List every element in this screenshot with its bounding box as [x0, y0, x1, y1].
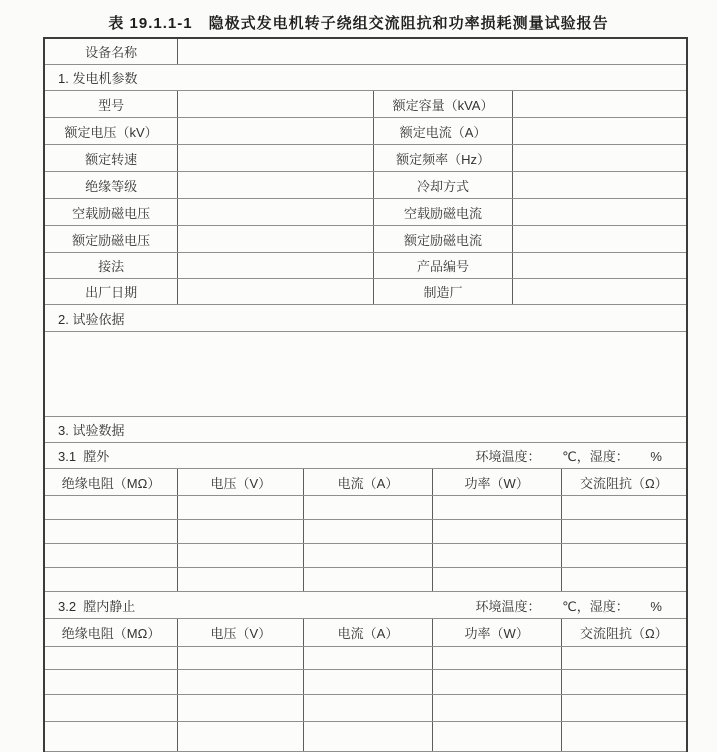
- data-cell: [45, 544, 177, 567]
- param-value: [177, 199, 373, 225]
- data-cell: [561, 496, 686, 519]
- section2-heading: 2. 试验依据: [58, 311, 125, 327]
- data-cell: [45, 647, 177, 669]
- param-value: [512, 145, 686, 171]
- data-cell: [303, 544, 431, 567]
- data-row: [45, 670, 686, 695]
- param-label: 空载励磁电压: [72, 205, 151, 221]
- header-cell: 功率（W）: [432, 469, 561, 495]
- subsection-32-label: 3.2 膛内静止: [58, 598, 136, 614]
- section2-heading-row: [45, 305, 686, 332]
- header-cell: 电压（V）: [177, 469, 303, 495]
- param-value: [177, 226, 373, 252]
- param-value: [177, 172, 373, 198]
- data-cell: [561, 722, 686, 751]
- param-value: [512, 118, 686, 144]
- data-row: [45, 568, 686, 592]
- param-value: [177, 118, 373, 144]
- data-cell: [45, 670, 177, 694]
- device-name-value: [177, 39, 686, 64]
- section1-heading-row: [45, 65, 686, 91]
- param-value: [177, 279, 373, 304]
- data-cell: [561, 520, 686, 543]
- param-row: [45, 279, 686, 305]
- data-cell: [432, 647, 561, 669]
- section3-heading-row: [45, 417, 686, 443]
- param-row: [45, 91, 686, 118]
- param-value: [512, 279, 686, 304]
- param-row: [45, 226, 686, 253]
- param-value: [512, 91, 686, 117]
- report-title: 表 19.1.1-1 隐极式发电机转子绕组交流阻抗和功率损耗测量试验报告: [108, 15, 609, 32]
- header-cell: 电流（A）: [303, 619, 431, 646]
- data-cell: [177, 544, 303, 567]
- section3-heading: 3. 试验数据: [58, 423, 125, 438]
- header-cell: 功率（W）: [432, 619, 561, 646]
- subsection-31-label: 3.1 膛外: [58, 449, 110, 464]
- param-label: 额定电压（kV）: [64, 124, 158, 140]
- param-row: [45, 118, 686, 145]
- data-row: [45, 520, 686, 544]
- subsection-31-row: [45, 443, 686, 469]
- data-cell: [303, 496, 431, 519]
- param-label: 绝缘等级: [85, 178, 138, 194]
- data-cell: [45, 695, 177, 721]
- subsection-32-env: 环境温度： ℃，湿度： %: [475, 598, 662, 614]
- data-cell: [303, 722, 431, 751]
- param-label: 制造厂: [373, 279, 512, 304]
- data-cell: [177, 722, 303, 751]
- data-cell: [432, 722, 561, 751]
- subsection-31-env: 环境温度： ℃，湿度： %: [475, 449, 662, 464]
- param-label: 额定转速: [85, 151, 138, 167]
- data-cell: [432, 544, 561, 567]
- param-label: 额定容量（kVA）: [373, 91, 512, 117]
- param-label: 出厂日期: [85, 285, 138, 300]
- data-row: [45, 544, 686, 568]
- param-row: [45, 253, 686, 279]
- data-cell: [561, 695, 686, 721]
- header-cell: 电流（A）: [303, 469, 431, 495]
- param-value: [177, 145, 373, 171]
- data-cell: [432, 568, 561, 591]
- data-row: [45, 695, 686, 722]
- param-value: [177, 253, 373, 278]
- data-cell: [177, 568, 303, 591]
- param-row: [45, 172, 686, 199]
- data-cell: [45, 520, 177, 543]
- param-label: 空载励磁电流: [373, 199, 512, 225]
- data-cell: [303, 568, 431, 591]
- section1-heading: 1. 发电机参数: [58, 71, 138, 86]
- header-cell: 绝缘电阻（MΩ）: [61, 626, 161, 641]
- param-label: 额定频率（Hz）: [373, 145, 512, 171]
- data-cell: [303, 520, 431, 543]
- header-cell: 交流阻抗（Ω）: [561, 469, 686, 495]
- device-name-row: [45, 39, 686, 65]
- param-label: 额定励磁电压: [72, 232, 151, 248]
- param-label: 型号: [98, 97, 125, 113]
- param-label: 接法: [98, 259, 125, 274]
- data-cell: [432, 496, 561, 519]
- data-cell: [45, 496, 177, 519]
- data-cell: [303, 695, 431, 721]
- data-cell: [561, 568, 686, 591]
- device-name-label: 设备名称: [85, 45, 138, 60]
- data-cell: [561, 647, 686, 669]
- data-cell: [432, 695, 561, 721]
- measure-header-row: [45, 469, 686, 496]
- param-value: [512, 226, 686, 252]
- param-value: [512, 253, 686, 278]
- data-cell: [177, 520, 303, 543]
- header-cell: 电压（V）: [177, 619, 303, 646]
- test-report-form: [43, 37, 688, 752]
- header-cell: 绝缘电阻（MΩ）: [61, 475, 161, 491]
- data-cell: [432, 670, 561, 694]
- data-cell: [177, 695, 303, 721]
- data-cell: [45, 722, 177, 751]
- data-cell: [303, 670, 431, 694]
- param-row: [45, 145, 686, 172]
- data-cell: [432, 520, 561, 543]
- param-label: 冷却方式: [373, 172, 512, 198]
- subsection-32-row: [45, 592, 686, 619]
- param-label: 产品编号: [373, 253, 512, 278]
- param-value: [177, 91, 373, 117]
- param-value: [512, 199, 686, 225]
- measure-header-row: [45, 619, 686, 647]
- header-cell: 交流阻抗（Ω）: [561, 619, 686, 646]
- param-label: 额定励磁电流: [373, 226, 512, 252]
- section2-content: [45, 332, 686, 416]
- data-cell: [561, 670, 686, 694]
- data-cell: [561, 544, 686, 567]
- data-row: [45, 647, 686, 670]
- section2-content-row: [45, 332, 686, 417]
- data-cell: [177, 647, 303, 669]
- data-row: [45, 722, 686, 752]
- param-value: [512, 172, 686, 198]
- data-cell: [177, 670, 303, 694]
- data-cell: [45, 568, 177, 591]
- data-row: [45, 496, 686, 520]
- data-cell: [177, 496, 303, 519]
- param-label: 额定电流（A）: [373, 118, 512, 144]
- param-row: [45, 199, 686, 226]
- data-cell: [303, 647, 431, 669]
